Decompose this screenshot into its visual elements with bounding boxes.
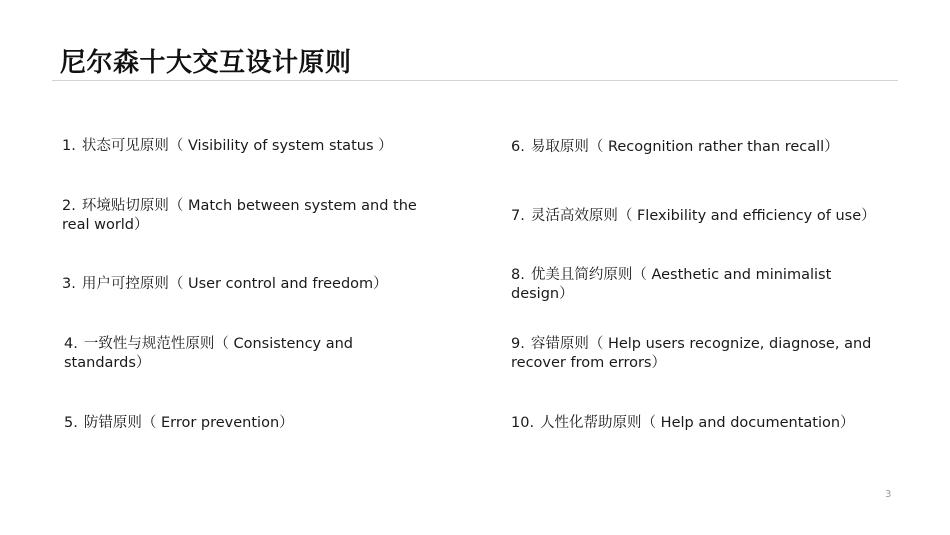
principle-item-4: [64, 335, 434, 373]
principle-number: 8.: [511, 267, 525, 283]
principle-text: 容错原则（ Help users recognize, diagnose, and recover from errors）: [511, 336, 872, 371]
principle-text: 一致性与规范性原则（ Consistency and standards）: [64, 336, 354, 371]
principle-item-3: [62, 275, 432, 294]
principle-number: 1.: [62, 138, 76, 154]
principle-text: 状态可见原则（ Visibility of system status ）: [81, 138, 393, 154]
principle-number: 7.: [511, 208, 525, 224]
title-divider: [52, 80, 898, 81]
principle-text: 用户可控原则（ User control and freedom）: [81, 276, 388, 292]
principle-number: 10.: [511, 415, 535, 431]
principle-item-9: [511, 335, 886, 373]
principle-number: 5.: [64, 415, 78, 431]
slide-title: 尼尔森十大交互设计原则: [60, 48, 352, 78]
principle-item-10: [511, 414, 886, 433]
principle-number: 2.: [62, 198, 76, 214]
principle-item-1: [62, 137, 432, 156]
principle-text: 易取原则（ Recognition rather than recall）: [530, 139, 839, 155]
principle-number: 3.: [62, 276, 76, 292]
principle-number: 4.: [64, 336, 78, 352]
principle-text: 人性化帮助原则（ Help and documentation）: [540, 415, 855, 431]
principle-item-8: [511, 266, 851, 304]
principle-text: 优美且简约原则（ Aesthetic and minimalist design）: [511, 267, 832, 302]
principle-item-5: [64, 414, 434, 433]
principle-text: 灵活高效原则（ Flexibility and efficiency of use）: [530, 208, 876, 224]
principle-text: 防错原则（ Error prevention）: [83, 415, 294, 431]
principle-item-6: [511, 138, 886, 157]
principle-number: 9.: [511, 336, 525, 352]
principle-text: 环境贴切原则（ Match between system and the real world）: [62, 198, 417, 233]
principle-item-2: [62, 197, 432, 235]
principle-item-7: [511, 207, 886, 226]
principle-number: 6.: [511, 139, 525, 155]
page-number: 3: [885, 489, 892, 500]
